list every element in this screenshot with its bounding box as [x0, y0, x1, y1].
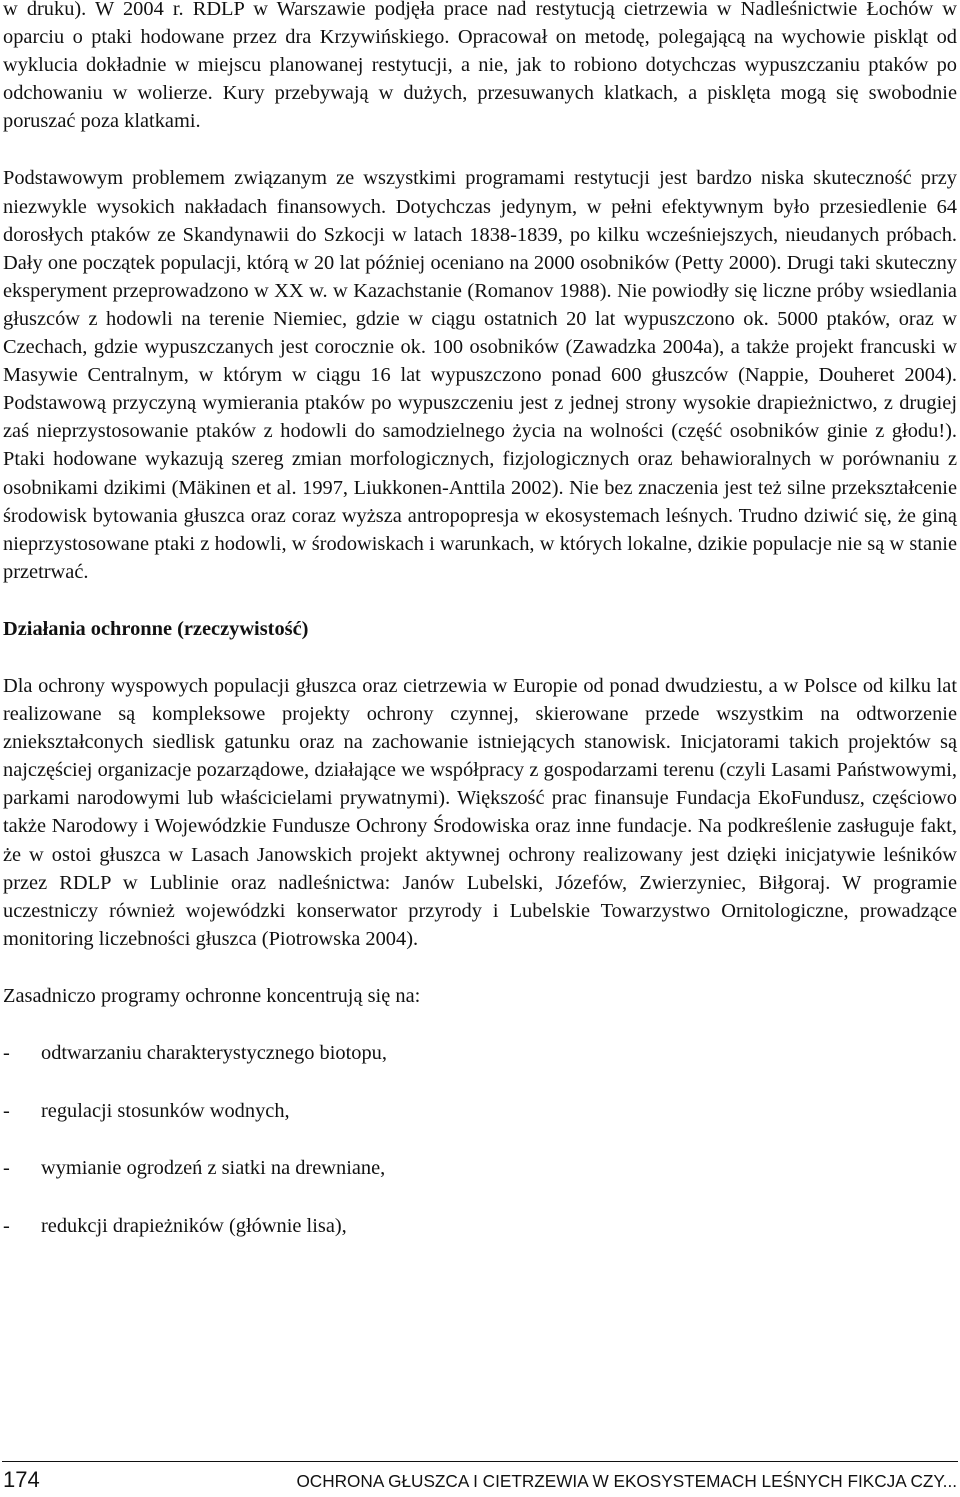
running-title: OCHRONA GŁUSZCA I CIETRZEWIA W EKOSYSTEMACH LEŚNYCH FIKCJA CZY... — [296, 1471, 957, 1491]
list-item — [3, 1097, 957, 1125]
list-dash: - — [3, 1099, 10, 1122]
paragraph-restytucja-lochow: w druku). W 2004 r. RDLP w Warszawie podjęła prace nad restytucją cietrzewia w Nadleśnictwie Łochów w oparciu o ptaki hodowane przez dra Krzywińskiego. Opracował on metodę, polegającą na wychowie piskląt od wyklucia dokładnie w miejscu planowanej restytucji, a nie, jak to robiono dotychczas wypuszczaniu ptaków po odchowaniu w wolierze. Kury przebywają w dużych, przesuwanych klatkach, a pisklęta mogą się swobodnie poruszać poza klatkami. — [3, 0, 957, 133]
list-dash: - — [3, 1042, 10, 1064]
list-dash: - — [3, 1214, 10, 1237]
list-item — [3, 1212, 957, 1240]
list-item-text: redukcji drapieżników (głównie lisa), — [41, 1214, 347, 1237]
paragraph-list-intro: Zasadniczo programy ochronne koncentrują się na: — [3, 984, 421, 1007]
paragraph-ochrona-czynna: Dla ochrony wyspowych populacji głuszca oraz cietrzewia w Europie od ponad dwudziestu, a w Polsce od kilku lat realizowane są kompleksowe projekty ochrony czynnej, skierowane przede wszystkim na odtworzenie zniekształconych siedlisk gatunku oraz na zachowanie istniejących stanowisk. Inicjatorami takich projektów są najczęściej organizacje pozarządowe, działające we współpracy z gospodarzami terenu (czyli Lasami Państwowymi, parkami narodowymi lub właścicielami prywatnymi). Większość prac finansuje Fundacja EkoFundusz, częściowo także Narodowy i Wojewódzkie Fundusze Ochrony Środowiska oraz inne fundacje. Na podkreślenie zasługuje fakt, że w ostoi głuszca w Lasach Janowskich projekt aktywnej ochrony realizowany jest dzięki inicjatywie leśników przez RDLP w Lublinie oraz nadleśnictwa: Janów Lubelski, Józefów, Zwierzyniec, Biłgoraj. W programie uczestniczy również wojewódzki konserwator przyrody i Lubelskie Towarzystwo Ornitologiczne, prowadzące monitoring liczebności głuszca (Piotrowska 2004). — [3, 674, 957, 950]
paragraph-gap — [3, 1010, 957, 1039]
paragraph-gap — [3, 135, 957, 164]
page-body — [3, 0, 957, 1269]
measures-list — [3, 1039, 957, 1240]
list-item — [3, 1039, 957, 1067]
paragraph-gap — [3, 586, 957, 615]
section-heading: Działania ochronne (rzeczywistość) — [3, 617, 309, 640]
page-footer — [3, 1466, 957, 1494]
page-number: 174 — [3, 1467, 40, 1492]
list-item — [3, 1154, 957, 1182]
list-item-text: wymianie ogrodzeń z siatki na drewniane, — [41, 1157, 386, 1180]
list-item-text: odtwarzaniu charakterystycznego biotopu, — [41, 1042, 387, 1064]
paragraph-problem-restytucji: Podstawowym problemem związanym ze wszystkimi programami restytucji jest bardzo niska skuteczność przy niezwykle wysokich nakładach finansowych. Dotychczas jedynym, w pełni efektywnym było przesiedlenie 64 dorosłych ptaków ze Skandynawii do Szkocji w latach 1838-1839, po kilku wcześniejszych, nieudanych próbach. Dały one początek populacji, którą w 20 lat później oceniano na 2000 osobników (Petty 2000). Drugi taki skuteczny eksperyment przeprowadzono w XX w. w Kazachstanie (Romanov 1988). Nie powiodły się liczne próby wsiedlania głuszców z hodowli na terenie Niemiec, gdzie w ciągu ostatnich 20 lat wypuszczono ok. 5000 ptaków, oraz w Czechach, gdzie wypuszczanych jest corocznie ok. 100 osobników (Zawadzka 2004a), a także projekt francuski w Masywie Centralnym, w którym w ciągu 16 lat wypuszczono ponad 600 głuszców (Nappie, Douheret 2004). Podstawową przyczyną wymierania ptaków po wypuszczeniu jest z jednej strony wysokie drapieżnictwo, z drugiej zaś nieprzystosowanie ptaków z hodowli do samodzielnego życia na wolności (część osobników ginie z głodu!). Ptaki hodowane wykazują szereg zmian morfologicznych, fizjologicznych oraz behawioralnych w porównaniu z osobnikami dzikimi (Mäkinen et al. 1997, Liukkonen-Anttila 2002). Nie bez znaczenia jest też silne przekształcenie środowisk bytowania głuszca oraz coraz wyższa antropopresja w ekosystemach leśnych. Trudno dziwić się, że giną nieprzystosowane ptaki z hodowli, w środowiskach i warunkach, w których lokalne, dzikie populacje nie są w stanie przetrwać. — [3, 167, 957, 583]
list-dash: - — [3, 1157, 10, 1180]
list-item-text: regulacji stosunków wodnych, — [41, 1099, 290, 1122]
paragraph-gap — [3, 953, 957, 982]
paragraph-gap — [3, 643, 957, 672]
footer-divider — [2, 1461, 958, 1462]
